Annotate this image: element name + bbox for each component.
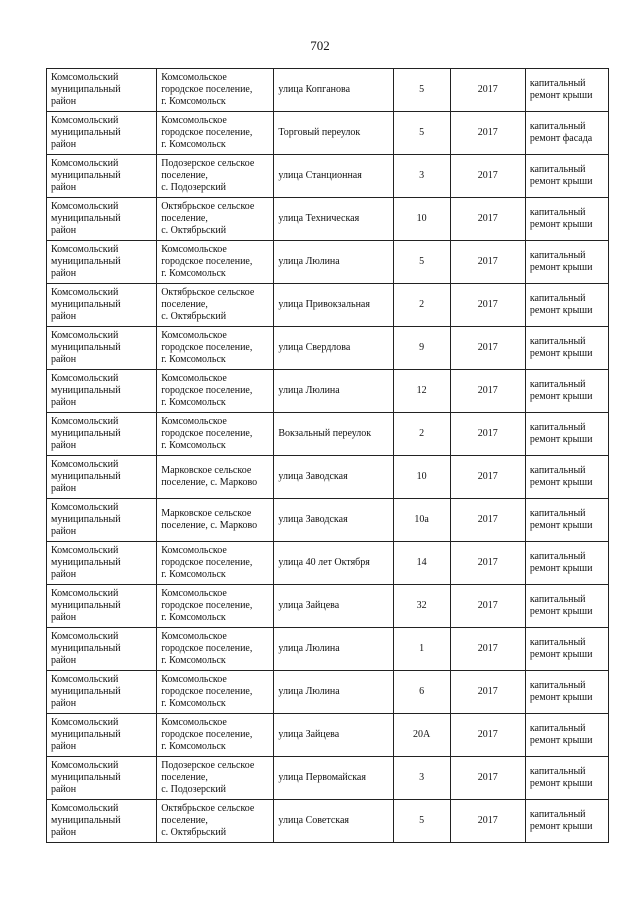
work-type-cell: капитальный ремонт крыши — [525, 800, 608, 843]
table-row — [47, 284, 609, 327]
settlement-cell: Подозерское сельское поселение, с. Подозерский — [157, 155, 274, 198]
district-cell: Комсомольский муниципальный район — [47, 327, 157, 370]
work-type-cell: капитальный ремонт крыши — [525, 671, 608, 714]
work-type-cell: капитальный ремонт крыши — [525, 69, 608, 112]
year-cell: 2017 — [450, 800, 525, 843]
year-cell: 2017 — [450, 456, 525, 499]
house-number-cell: 1 — [393, 628, 450, 671]
house-number-cell: 5 — [393, 112, 450, 155]
district-cell: Комсомольский муниципальный район — [47, 370, 157, 413]
year-cell: 2017 — [450, 628, 525, 671]
work-type-cell: капитальный ремонт крыши — [525, 628, 608, 671]
street-cell: улица Зайцева — [274, 585, 393, 628]
table-row — [47, 757, 609, 800]
street-cell: улица Копганова — [274, 69, 393, 112]
house-number-cell: 2 — [393, 413, 450, 456]
work-type-cell: капитальный ремонт крыши — [525, 198, 608, 241]
year-cell: 2017 — [450, 241, 525, 284]
house-number-cell: 10 — [393, 456, 450, 499]
year-cell: 2017 — [450, 413, 525, 456]
house-number-cell: 5 — [393, 800, 450, 843]
district-cell: Комсомольский муниципальный район — [47, 800, 157, 843]
house-number-cell: 9 — [393, 327, 450, 370]
street-cell: улица Первомайская — [274, 757, 393, 800]
district-cell: Комсомольский муниципальный район — [47, 112, 157, 155]
street-cell: Вокзальный переулок — [274, 413, 393, 456]
settlement-cell: Октябрьское сельское поселение, с. Октябрьский — [157, 800, 274, 843]
registry-table — [46, 68, 609, 843]
district-cell: Комсомольский муниципальный район — [47, 69, 157, 112]
settlement-cell: Октябрьское сельское поселение, с. Октябрьский — [157, 198, 274, 241]
work-type-cell: капитальный ремонт крыши — [525, 499, 608, 542]
table-row — [47, 198, 609, 241]
street-cell: улица Техническая — [274, 198, 393, 241]
work-type-cell: капитальный ремонт крыши — [525, 413, 608, 456]
work-type-cell: капитальный ремонт крыши — [525, 714, 608, 757]
work-type-cell: капитальный ремонт крыши — [525, 542, 608, 585]
year-cell: 2017 — [450, 327, 525, 370]
page-number: 702 — [310, 38, 330, 53]
street-cell: улица Советская — [274, 800, 393, 843]
table-row — [47, 413, 609, 456]
table-row — [47, 155, 609, 198]
house-number-cell: 12 — [393, 370, 450, 413]
district-cell: Комсомольский муниципальный район — [47, 714, 157, 757]
street-cell: улица Станционная — [274, 155, 393, 198]
work-type-cell: капитальный ремонт крыши — [525, 155, 608, 198]
table-row — [47, 714, 609, 757]
district-cell: Комсомольский муниципальный район — [47, 198, 157, 241]
district-cell: Комсомольский муниципальный район — [47, 413, 157, 456]
house-number-cell: 10 — [393, 198, 450, 241]
table-row — [47, 112, 609, 155]
year-cell: 2017 — [450, 155, 525, 198]
settlement-cell: Комсомольское городское поселение, г. Комсомольск — [157, 69, 274, 112]
street-cell: улица Люлина — [274, 671, 393, 714]
settlement-cell: Подозерское сельское поселение, с. Подозерский — [157, 757, 274, 800]
year-cell: 2017 — [450, 69, 525, 112]
house-number-cell: 6 — [393, 671, 450, 714]
settlement-cell: Комсомольское городское поселение, г. Комсомольск — [157, 585, 274, 628]
work-type-cell: капитальный ремонт крыши — [525, 241, 608, 284]
house-number-cell: 2 — [393, 284, 450, 327]
work-type-cell: капитальный ремонт крыши — [525, 757, 608, 800]
year-cell: 2017 — [450, 112, 525, 155]
street-cell: улица Зайцева — [274, 714, 393, 757]
settlement-cell: Комсомольское городское поселение, г. Комсомольск — [157, 241, 274, 284]
work-type-cell: капитальный ремонт крыши — [525, 327, 608, 370]
settlement-cell: Комсомольское городское поселение, г. Комсомольск — [157, 413, 274, 456]
settlement-cell: Комсомольское городское поселение, г. Комсомольск — [157, 112, 274, 155]
district-cell: Комсомольский муниципальный район — [47, 628, 157, 671]
settlement-cell: Октябрьское сельское поселение, с. Октябрьский — [157, 284, 274, 327]
street-cell: улица 40 лет Октября — [274, 542, 393, 585]
district-cell: Комсомольский муниципальный район — [47, 241, 157, 284]
house-number-cell: 5 — [393, 69, 450, 112]
street-cell: улица Люлина — [274, 628, 393, 671]
street-cell: улица Люлина — [274, 370, 393, 413]
district-cell: Комсомольский муниципальный район — [47, 542, 157, 585]
year-cell: 2017 — [450, 499, 525, 542]
table-row — [47, 585, 609, 628]
year-cell: 2017 — [450, 585, 525, 628]
house-number-cell: 5 — [393, 241, 450, 284]
street-cell: улица Привокзальная — [274, 284, 393, 327]
house-number-cell: 3 — [393, 757, 450, 800]
work-type-cell: капитальный ремонт крыши — [525, 284, 608, 327]
district-cell: Комсомольский муниципальный район — [47, 671, 157, 714]
settlement-cell: Марковское сельское поселение, с. Марково — [157, 456, 274, 499]
settlement-cell: Комсомольское городское поселение, г. Комсомольск — [157, 671, 274, 714]
settlement-cell: Комсомольское городское поселение, г. Комсомольск — [157, 327, 274, 370]
year-cell: 2017 — [450, 284, 525, 327]
house-number-cell: 3 — [393, 155, 450, 198]
district-cell: Комсомольский муниципальный район — [47, 585, 157, 628]
work-type-cell: капитальный ремонт крыши — [525, 585, 608, 628]
table-row — [47, 628, 609, 671]
street-cell: улица Люлина — [274, 241, 393, 284]
street-cell: улица Свердлова — [274, 327, 393, 370]
table-row — [47, 327, 609, 370]
table-row — [47, 671, 609, 714]
registry-body — [47, 69, 609, 843]
year-cell: 2017 — [450, 714, 525, 757]
table-row — [47, 800, 609, 843]
table-row — [47, 542, 609, 585]
settlement-cell: Марковское сельское поселение, с. Марково — [157, 499, 274, 542]
work-type-cell: капитальный ремонт крыши — [525, 456, 608, 499]
table-row — [47, 456, 609, 499]
year-cell: 2017 — [450, 671, 525, 714]
work-type-cell: капитальный ремонт фасада — [525, 112, 608, 155]
settlement-cell: Комсомольское городское поселение, г. Комсомольск — [157, 714, 274, 757]
settlement-cell: Комсомольское городское поселение, г. Комсомольск — [157, 542, 274, 585]
street-cell: улица Заводская — [274, 456, 393, 499]
year-cell: 2017 — [450, 542, 525, 585]
table-row — [47, 499, 609, 542]
year-cell: 2017 — [450, 757, 525, 800]
house-number-cell: 20А — [393, 714, 450, 757]
settlement-cell: Комсомольское городское поселение, г. Комсомольск — [157, 370, 274, 413]
house-number-cell: 10а — [393, 499, 450, 542]
house-number-cell: 14 — [393, 542, 450, 585]
table-row — [47, 370, 609, 413]
house-number-cell: 32 — [393, 585, 450, 628]
year-cell: 2017 — [450, 198, 525, 241]
district-cell: Комсомольский муниципальный район — [47, 284, 157, 327]
table-row — [47, 241, 609, 284]
district-cell: Комсомольский муниципальный район — [47, 757, 157, 800]
work-type-cell: капитальный ремонт крыши — [525, 370, 608, 413]
district-cell: Комсомольский муниципальный район — [47, 155, 157, 198]
street-cell: Торговый переулок — [274, 112, 393, 155]
settlement-cell: Комсомольское городское поселение, г. Комсомольск — [157, 628, 274, 671]
district-cell: Комсомольский муниципальный район — [47, 456, 157, 499]
street-cell: улица Заводская — [274, 499, 393, 542]
year-cell: 2017 — [450, 370, 525, 413]
table-row — [47, 69, 609, 112]
district-cell: Комсомольский муниципальный район — [47, 499, 157, 542]
